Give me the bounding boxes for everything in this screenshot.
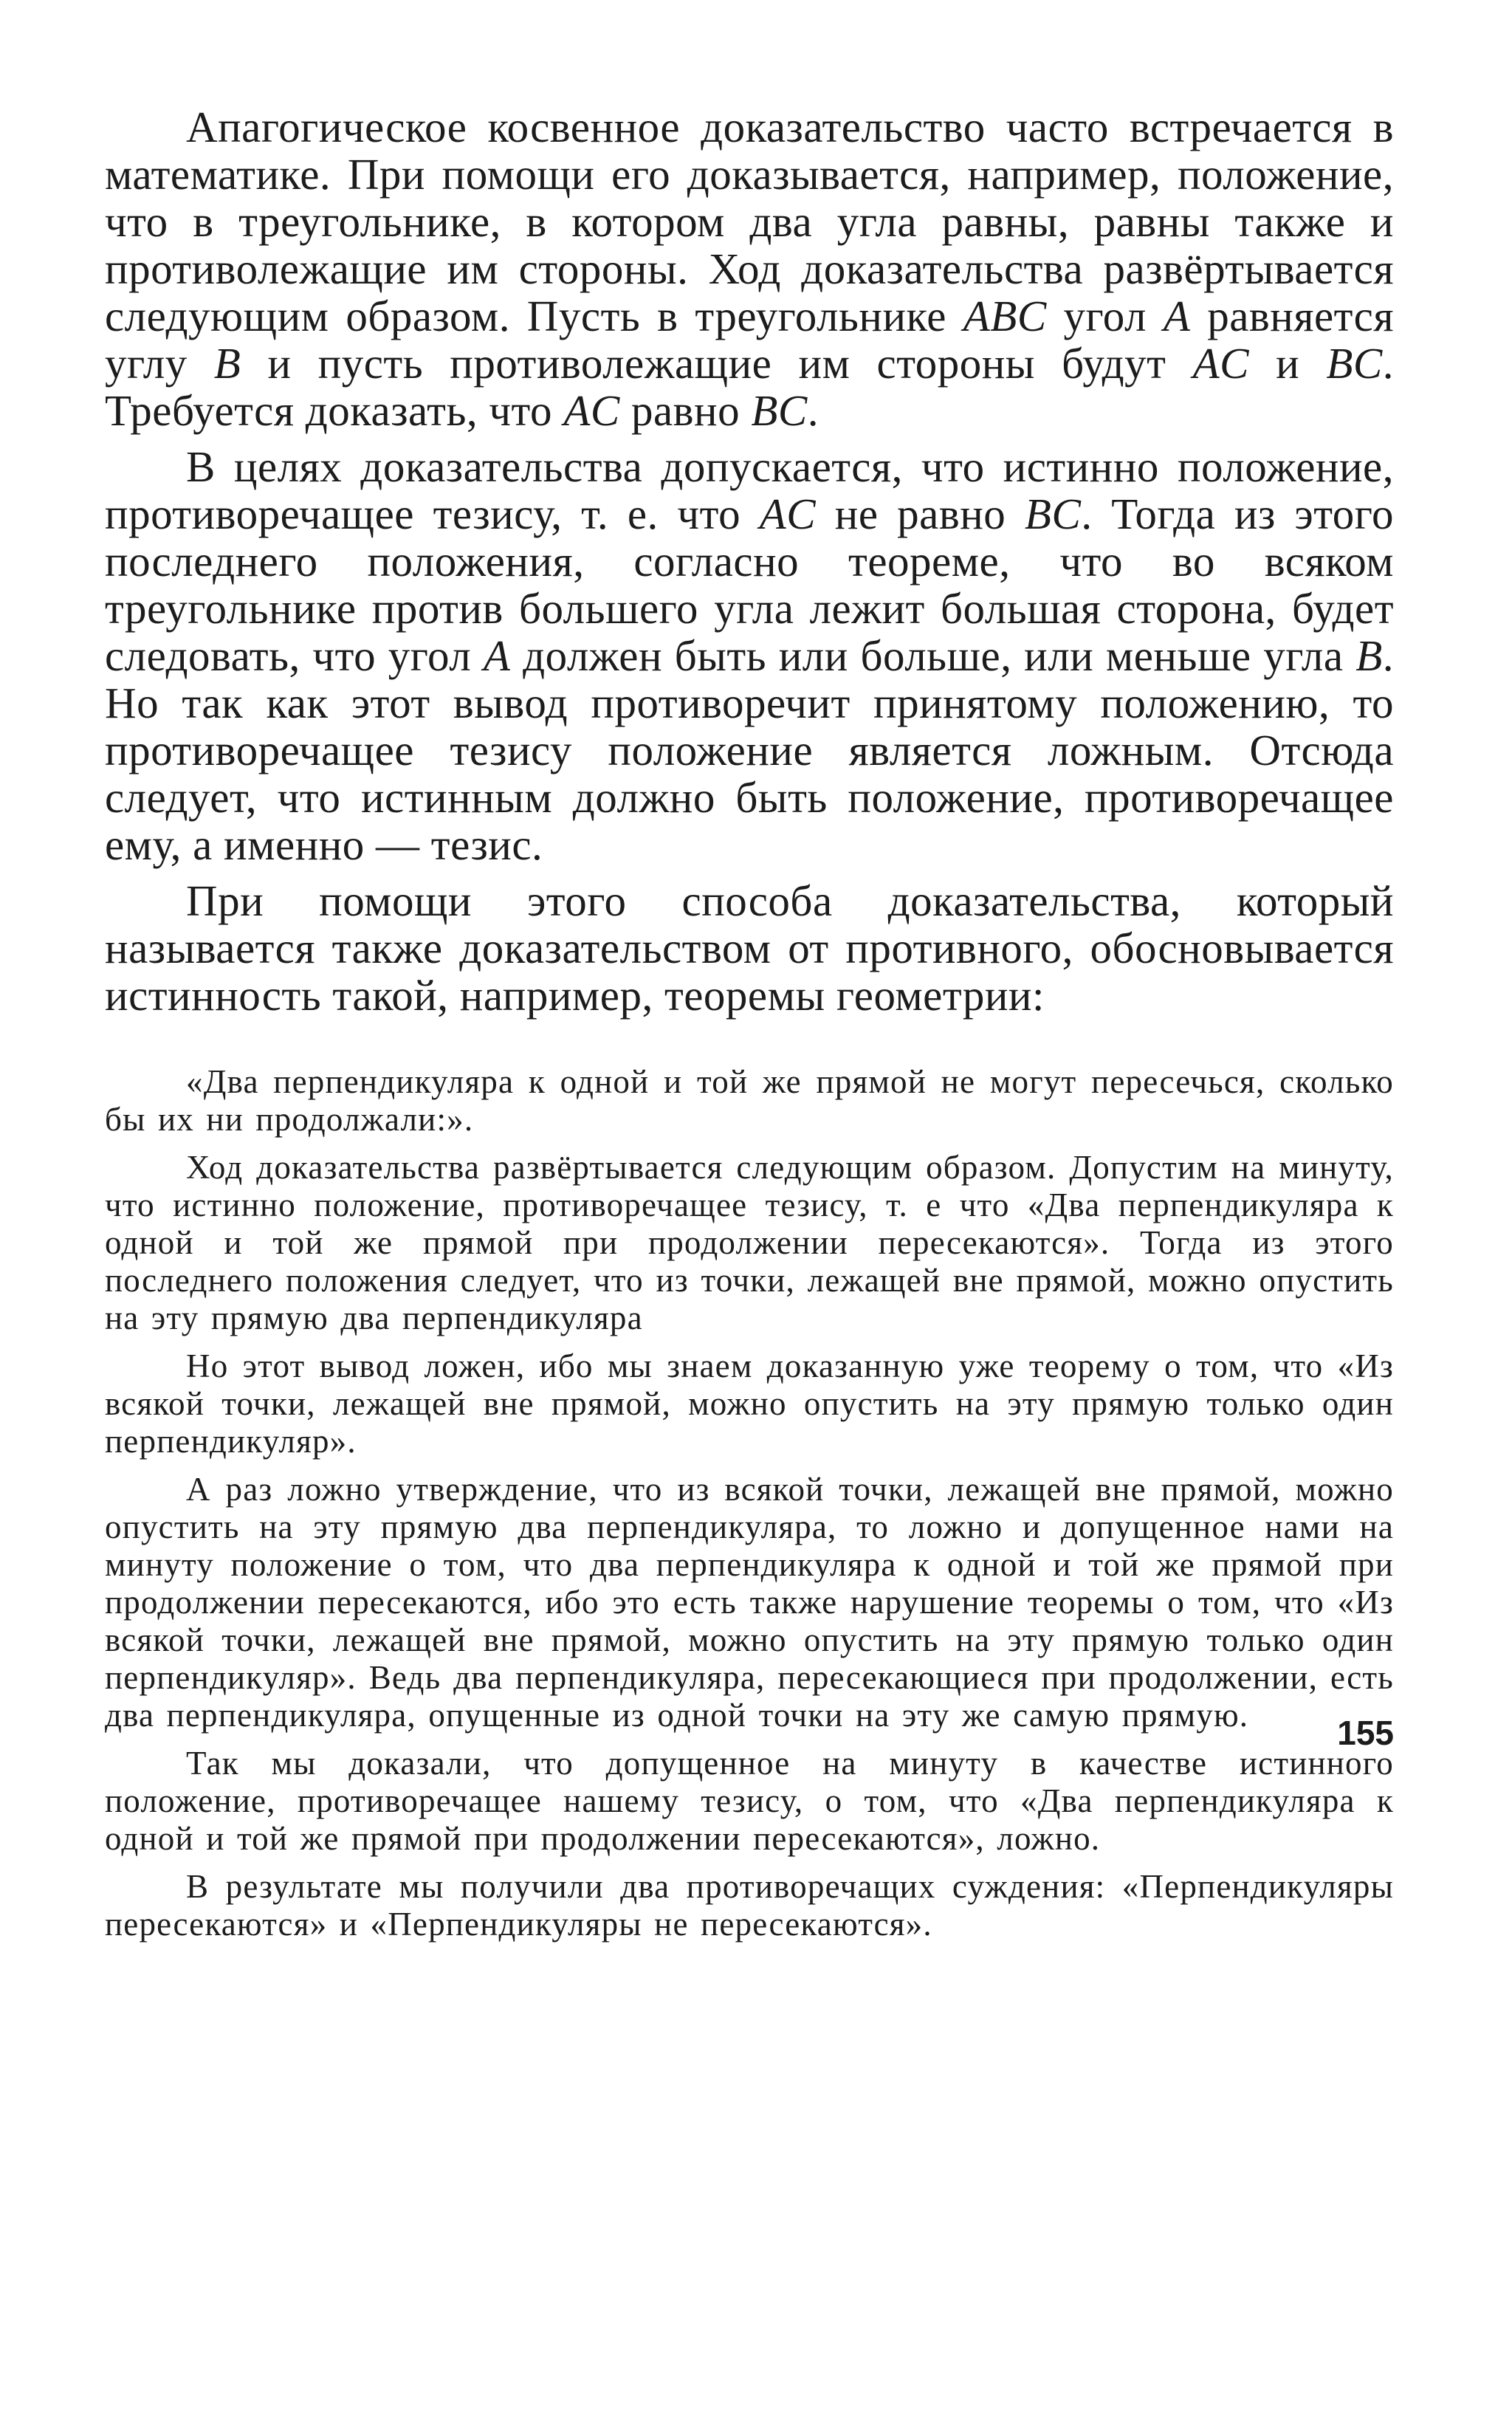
example-paragraph-result: В результате мы получили два противоречащих суждения: «Перпендикуляры пересекаются» и «Перпендикуляры не пересекаются». (105, 1868, 1394, 1943)
example-paragraph-proved: Так мы доказали, что допущенное на минуту в качестве истинного положение, противоречащее нашему тезису, о том, что «Два перпендикуляра к одной и той же прямой при продолжении пересекаются», ложно. (105, 1745, 1394, 1857)
book-page (105, 103, 1394, 1954)
theorem-statement: «Два перпендикуляра к одной и той же прямой не могут пересечься, сколько бы их ни продолжали:». (105, 1063, 1394, 1138)
main-text-block (105, 103, 1394, 1019)
example-paragraph-assumption-false: А раз ложно утверждение, что из всякой точки, лежащей вне прямой, можно опустить на эту прямую два перпендикуляра, то ложно и допущенное нами на минуту положение о том, что два перпендикуляра к одной и той же прямой при продолжении пересекаются, ибо это есть также нарушение теоремы о том, что «Из всякой точки, лежащей вне прямой, можно опустить на эту прямую только один перпендикуляр». Ведь два перпендикуляра, пересекающиеся при продолжении, есть два перпендикуляра, опущенные из одной точки на эту же самую прямую. (105, 1471, 1394, 1734)
example-paragraph-proof-course: Ход доказательства развёртывается следующим образом. Допустим на минуту, что истинно положение, противоречащее тезису, т. е что «Два перпендикуляра к одной и той же прямой при продолжении пересекаются». Тогда из этого последнего положения следует, что из точки, лежащей вне прямой, можно опустить на эту прямую два перпендикуляра (105, 1149, 1394, 1336)
paragraph-apagogic-proof: Апагогическое косвенное доказательство часто встречается в математике. При помощи его доказывается, например, положение, что в треугольнике, в котором два угла равны, равны также и противолежащие им стороны. Ход доказательства развёртывается следующим образом. Пусть в треугольнике ABC угол A равняется углу B и пусть противолежащие им стороны будут AC и BC. Требуется доказать, что AC равно BC. (105, 103, 1394, 435)
example-paragraph-conclusion-false: Но этот вывод ложен, ибо мы знаем доказанную уже теорему о том, что «Из всякой точки, лежащей вне прямой, можно опустить на эту прямую только один перпендикуляр». (105, 1347, 1394, 1460)
paragraph-contradiction-assumption: В целях доказательства допускается, что истинно положение, противоречащее тезису, т. е. что AC не равно BC. Тогда из этого последнего положения, согласно теореме, что во всяком треугольнике против большего угла лежит большая сторона, будет следовать, что угол A должен быть или больше, или меньше угла B. Но так как этот вывод противоречит принятому положению, то противоречащее тезису положение является ложным. Отсюда следует, что истинным должно быть положение, противоречащее ему, а именно — тезис. (105, 442, 1394, 869)
paragraph-proof-by-contradiction: При помощи этого способа доказательства, который называется также доказательством от противного, обосновывается истинность такой, например, теоремы геометрии: (105, 876, 1394, 1020)
example-text-block (105, 1063, 1394, 1943)
page-number: 155 (1337, 1714, 1394, 1752)
